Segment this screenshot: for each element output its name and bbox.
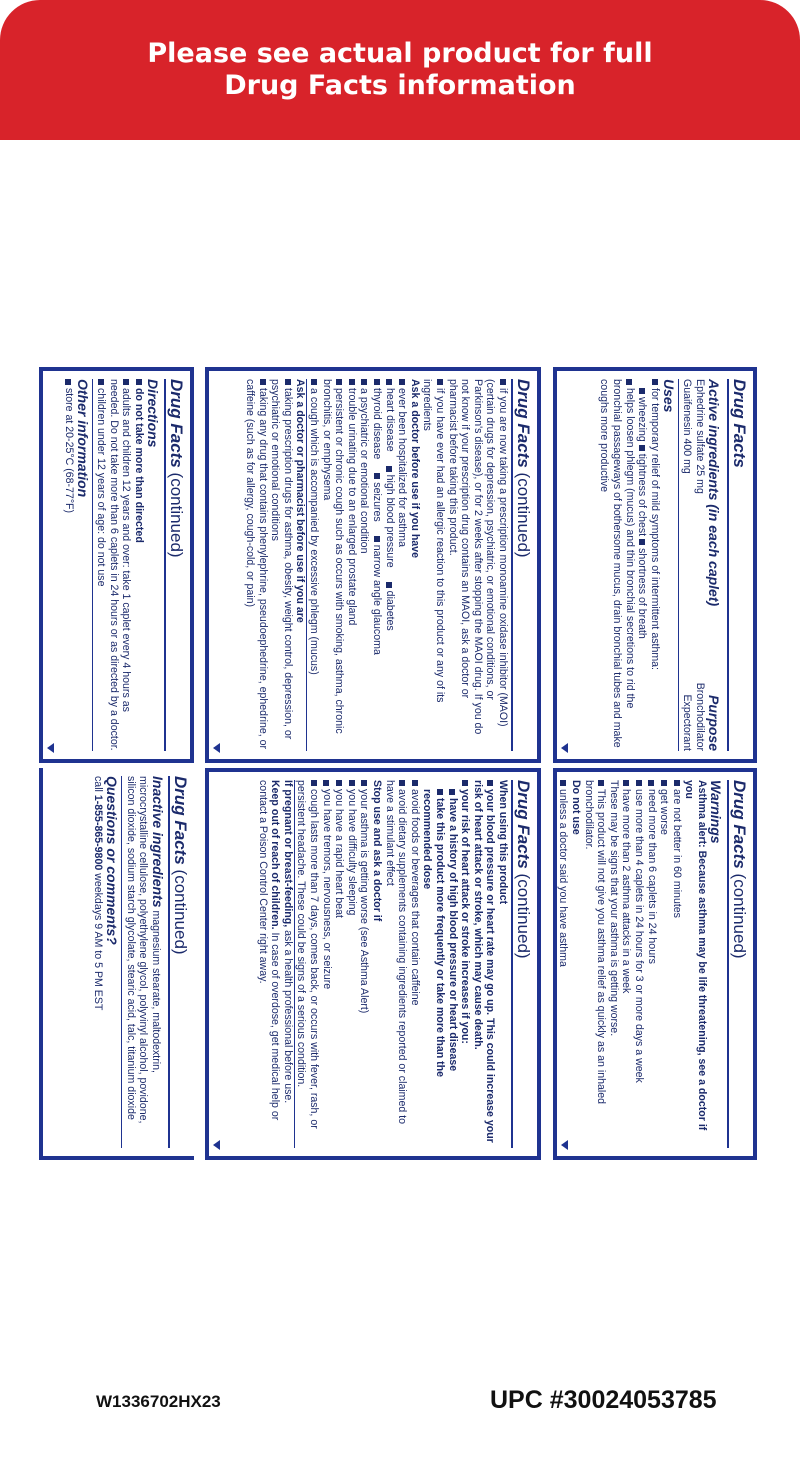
bullet-icon	[623, 780, 629, 786]
bullet-icon	[437, 789, 443, 795]
bullet-icon	[386, 466, 392, 472]
list-item: you have difficulty sleeping	[345, 780, 358, 1148]
banner-line-1: Please see actual product for full	[147, 38, 653, 69]
bullet-icon	[412, 780, 418, 786]
panel-header: Drug Facts (continued)	[168, 776, 190, 1148]
bullet-icon	[560, 780, 566, 786]
bullet-icon	[336, 780, 342, 786]
bullet-icon	[487, 780, 493, 786]
ingredient-row: Ephedrine sulfate 25 mg Bronchodilator	[694, 379, 706, 751]
list-item: adults and children 12 years and over: take 1 caplet every 4 hours as needed. Do not take more than 6 caplets in 24 hours or as directed by a doctor.	[107, 379, 133, 751]
list-item: you have tremors, nervousness, or seizure	[320, 780, 333, 1148]
bullet-icon	[500, 379, 506, 385]
drug-facts-panel-5	[39, 367, 194, 763]
bullet-icon	[136, 379, 142, 385]
bullet-icon	[437, 379, 443, 385]
banner-line-2: Drug Facts information	[224, 70, 576, 101]
directions-heading: Directions	[145, 379, 161, 448]
pregnancy-warning: If pregnant or breast-feeding, ask a health professional before use.	[281, 780, 295, 1148]
other-info-heading: Other information	[75, 379, 93, 751]
inactive-ingredients: Inactive ingredients magnesium stearate, maltodextrin, microcrystalline cellulose, polyethylene glycol, polyvinyl alcohol, povidone, silicon dioxide, sodium starch glycolate, stearic acid, talc, titanium dioxide	[124, 776, 166, 1124]
list-item: are not better in 60 minutes	[670, 780, 683, 1148]
bullet-icon	[648, 780, 654, 786]
bullet-icon	[311, 780, 317, 786]
do-not-use-heading: Do not use	[570, 780, 583, 835]
triangle-icon	[213, 743, 220, 753]
drug-facts-panel-3	[205, 367, 541, 763]
list-item: helps loosen phlegm (mucus) and thin bronchial secretions to rid the bronchial passageways of bothersome mucus, drain bronchial tubes and make coughs more productive	[598, 379, 636, 748]
ingredient-row: Guaifenesin 400 mg Expectorant	[681, 379, 694, 751]
bullet-icon	[123, 379, 129, 385]
list-item: heart diseasehigh blood pressurediabetes	[383, 379, 396, 751]
bullet-icon	[349, 780, 355, 786]
bullet-icon	[462, 780, 468, 786]
list-item: take this product more frequently or take more than the recommended dose	[421, 789, 447, 1078]
list-item: a cough which is accompanied by excessive phlegm (mucus)	[308, 379, 321, 751]
list-item: thyroid diseaseseizuresnarrow angle glaucoma	[370, 379, 383, 751]
list-item: wheezing tightness of chest shortness of breath	[636, 379, 649, 751]
list-item: unless a doctor said you have asthma	[557, 780, 570, 1148]
bullet-icon	[399, 379, 405, 385]
signs-text: These may be signs that your asthma is getting worse.	[607, 780, 620, 1037]
bullet-icon	[311, 379, 317, 385]
bullet-icon	[374, 536, 380, 542]
bullet-icon	[639, 445, 645, 451]
bullet-icon	[98, 379, 104, 385]
ask-pharmacist-heading: Ask a doctor or pharmacist before use if you are	[294, 379, 308, 751]
contact-line: call 1-855-865-9800 weekdays 9 AM to 5 PM EST	[92, 776, 105, 1011]
list-item: for temporary relief of mild symptoms of intermittent asthma:	[648, 379, 661, 751]
bullet-icon	[399, 780, 405, 786]
bullet-icon	[285, 379, 291, 385]
list-item: avoid dietary supplements containing ingredients reported or claimed to have a stimulant effect	[383, 780, 409, 1125]
bullet-icon	[661, 780, 667, 786]
list-item: use more than 4 caplets in 24 hours for 3 or more days a week	[632, 780, 645, 1148]
bullet-icon	[374, 379, 380, 385]
list-item: if you are now taking a prescription monoamine oxidase inhibitor (MAOI) (certain drugs for depression, psychiatric, or emotional conditions, or Parkinson's disease), or for 2 weeks after stopping the MAOI drug. If you do not know if your prescription drug contains an MAOI, ask a doctor or pharmacist before taking this product.	[446, 379, 509, 735]
active-ingredients-heading: Active ingredients (in each caplet)	[706, 379, 722, 607]
bullet-icon	[65, 379, 71, 385]
notice-banner	[0, 0, 800, 140]
list-item: your blood pressure or heart rate may go up. This could increase your risk of heart attack or stroke, which may cause death.	[471, 780, 497, 1143]
keep-out-warning: Keep out of reach of children. In case of overdose, get medical help or contact a Poison Control Center right away.	[256, 780, 282, 1121]
bullet-icon	[361, 379, 367, 385]
list-item: store at 20-25°C (68-77°F)	[62, 379, 75, 751]
bullet-icon	[361, 780, 367, 786]
list-item: your asthma is getting worse (see Asthma Alert)	[358, 780, 371, 1148]
panel-header: Drug Facts (continued)	[727, 780, 749, 1148]
list-item: taking prescription drugs for asthma, obesity, weight control, depression, or psychiatric or emotional conditions	[269, 379, 294, 740]
asthma-alert: Asthma alert: Because asthma may be life threatening, see a doctor if you	[683, 780, 708, 1131]
product-code: W1336702HX23	[96, 1392, 221, 1411]
list-item: get worse	[658, 780, 671, 1148]
panel-header: Drug Facts (continued)	[511, 379, 533, 751]
bullet-icon	[386, 379, 392, 385]
list-item: if you have ever had an allergic reaction to this product or any of its ingredients	[421, 379, 447, 703]
list-item: cough lasts more than 7 days, comes back, or occurs with fever, rash, or persistent headache. These could be signs of a serious condition.	[295, 780, 321, 1129]
bullet-icon	[349, 379, 355, 385]
list-item: have a history of high blood pressure or heart disease	[446, 780, 459, 1148]
bullet-icon	[652, 379, 658, 385]
panel-header: Drug Facts (continued)	[164, 379, 186, 751]
bullet-icon	[639, 388, 645, 394]
upc-code: UPC #30024053785	[490, 1386, 717, 1414]
uses-heading: Uses	[661, 379, 679, 751]
panel-header: Drug Facts (continued)	[511, 780, 533, 1148]
list-item: a psychiatric or emotional condition	[358, 379, 371, 751]
list-item: your risk of heart attack or stroke increases if you:	[459, 780, 472, 1148]
triangle-icon	[213, 1140, 220, 1150]
list-item: children under 12 years of age: do not use	[95, 379, 108, 751]
triangle-icon	[561, 743, 568, 753]
list-item: do not take more than directed	[132, 379, 145, 751]
list-item: This product will not give you asthma relief as quickly as an inhaled bronchodilator.	[582, 780, 608, 1105]
bullet-icon	[626, 379, 632, 385]
bullet-icon	[636, 780, 642, 786]
ask-doctor-heading: Ask a doctor before use if you have	[408, 379, 421, 558]
bullet-icon	[323, 780, 329, 786]
bullet-icon	[449, 789, 455, 795]
list-item: persistent or chronic cough such as occurs with smoking, asthma, chronic bronchitis, or emphysema	[320, 379, 346, 734]
drug-facts-panel-6	[39, 768, 194, 1160]
bullet-icon	[374, 473, 380, 479]
list-item: taking any drug that contains phenylephrine, pseudoephedrine, ephedrine, or caffeine (such as for allergy, cough-cold, or pain)	[244, 379, 269, 750]
list-item: avoid foods or beverages that contain caffeine	[408, 780, 421, 1148]
questions-heading: Questions or comments?	[104, 776, 122, 1148]
stop-use-heading: Stop use and ask a doctor if	[371, 780, 384, 922]
list-item: need more than 6 caplets in 24 hours	[645, 780, 658, 1148]
drug-facts-panel-1	[553, 367, 757, 763]
drug-facts-panel-2	[553, 768, 757, 1160]
bullet-icon	[639, 539, 645, 545]
panel-header: Drug Facts	[727, 379, 749, 751]
bullet-icon	[386, 582, 392, 588]
triangle-icon	[561, 1140, 568, 1150]
list-item: have more than 2 asthma attacks in a week	[620, 780, 633, 1148]
purpose-heading: Purpose	[706, 694, 722, 751]
list-item: you have a rapid heart beat	[333, 780, 346, 1148]
list-item: ever been hospitalized for asthma	[396, 379, 409, 751]
triangle-icon	[47, 743, 54, 753]
bullet-icon	[598, 780, 604, 786]
bullet-icon	[674, 780, 680, 786]
bullet-icon	[336, 379, 342, 385]
warnings-heading: Warnings	[708, 780, 724, 844]
drug-facts-panel-4	[205, 768, 541, 1160]
list-item: trouble urinating due to an enlarged prostate gland	[345, 379, 358, 751]
bullet-icon	[260, 379, 266, 385]
when-using-heading: When using this product	[497, 780, 509, 905]
